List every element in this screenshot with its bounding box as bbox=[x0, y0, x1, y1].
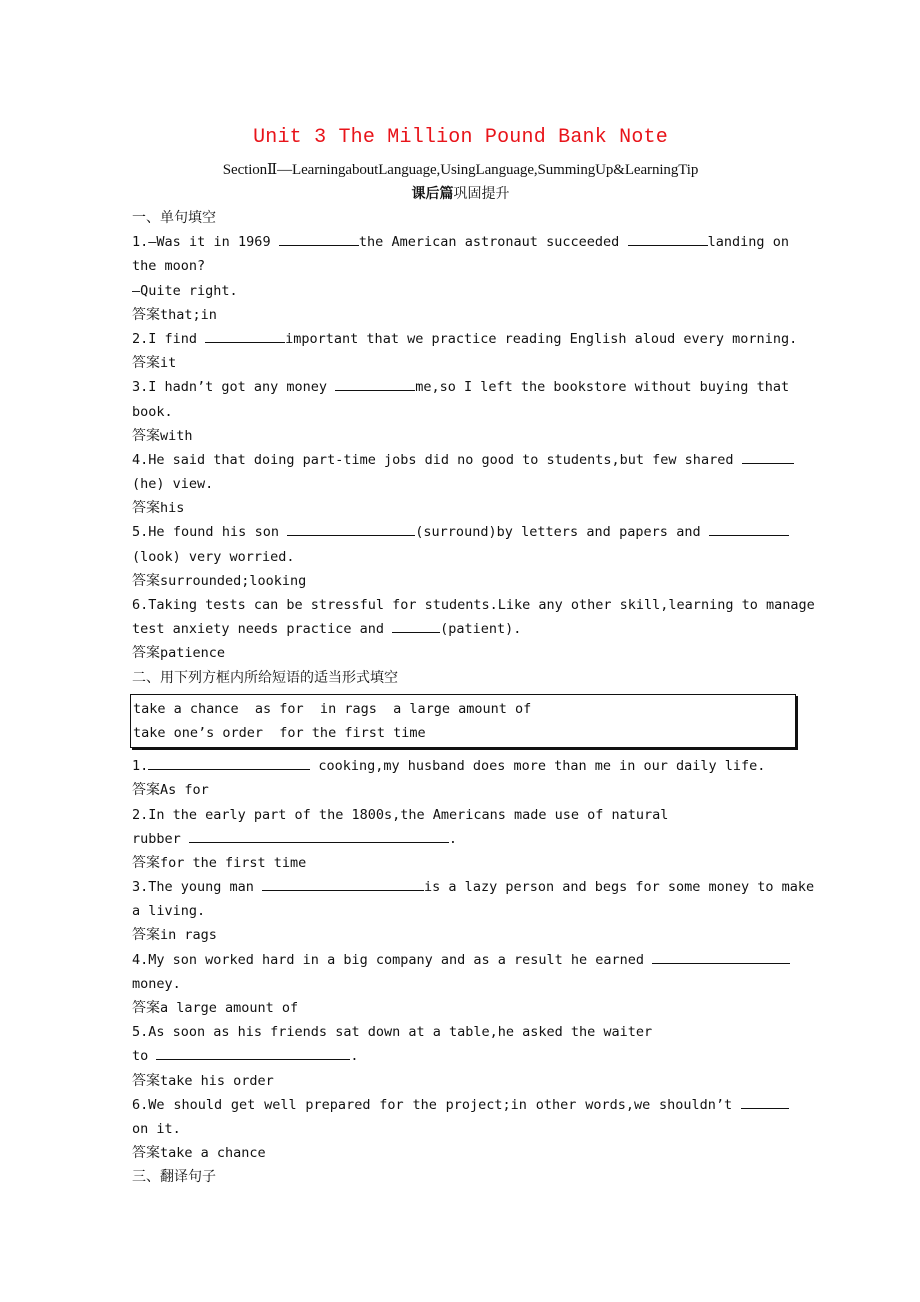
question-2-5 bbox=[132, 1020, 789, 1093]
answer-text: it bbox=[160, 355, 177, 372]
question-1-2 bbox=[132, 327, 798, 375]
question-2-2 bbox=[132, 803, 789, 876]
answer-line: 答案surrounded;looking bbox=[132, 572, 307, 589]
answer-line: 答案in rags bbox=[132, 927, 217, 944]
answer-blank bbox=[287, 521, 415, 536]
answer-line: 答案for the first time bbox=[132, 854, 307, 871]
answer-line: 答案his bbox=[132, 500, 185, 517]
question-line: on it. bbox=[132, 1120, 181, 1137]
question-line: 4.My son worked hard in a big company and as a result he earned bbox=[132, 948, 789, 972]
answer-blank bbox=[628, 231, 708, 246]
answer-text: patience bbox=[160, 645, 226, 662]
answer-blank bbox=[148, 755, 310, 770]
answer-text: take a chance bbox=[160, 1145, 266, 1162]
question-line: 5.As soon as his friends sat down at a table,he asked the waiter bbox=[132, 1024, 653, 1041]
question-line: book. bbox=[132, 403, 173, 420]
question-line: to . bbox=[132, 1044, 789, 1068]
answer-text: As for bbox=[160, 782, 209, 799]
question-2-3 bbox=[132, 875, 815, 948]
subheading-bold: 课后篇 bbox=[411, 186, 454, 202]
question-line: a living. bbox=[132, 903, 206, 920]
answer-line: 答案it bbox=[132, 355, 177, 372]
answer-line: 答案that;in bbox=[132, 306, 217, 323]
question-1-1 bbox=[132, 230, 789, 327]
question-2-4 bbox=[132, 948, 789, 1021]
phrase-box-line: take one’s order for the first time bbox=[133, 724, 426, 741]
answer-line: 答案take a chance bbox=[132, 1145, 266, 1162]
answer-line: 答案a large amount of bbox=[132, 1000, 299, 1016]
section3-heading: 三、翻译句子 bbox=[132, 1169, 216, 1186]
question-line: 1.—Was it in 1969 the American astronaut succeeded landing on bbox=[132, 230, 789, 254]
subheading bbox=[132, 182, 789, 206]
answer-line: 答案patience bbox=[132, 645, 226, 662]
answer-text: a large amount of bbox=[160, 1000, 299, 1016]
answer-blank bbox=[156, 1045, 350, 1060]
answer-line: 答案with bbox=[132, 427, 193, 444]
answer-text: his bbox=[160, 500, 185, 517]
document-content bbox=[132, 124, 815, 1190]
answer-line: 答案take his order bbox=[132, 1072, 274, 1089]
question-line: 6.Taking tests can be stressful for students.Like any other skill,learning to manage bbox=[132, 597, 815, 613]
question-line: 1. cooking,my husband does more than me in our daily life. bbox=[132, 754, 789, 778]
question-line: (he) view. bbox=[132, 476, 214, 493]
answer-text: with bbox=[160, 427, 193, 444]
answer-line: 答案As for bbox=[132, 782, 209, 799]
phrase-box bbox=[130, 694, 796, 748]
page-title: Unit 3 The Million Pound Bank Note bbox=[253, 126, 668, 149]
question-line: 2.I find important that we practice reading English aloud every morning. bbox=[132, 327, 789, 351]
question-line: the moon? bbox=[132, 258, 206, 275]
answer-text: for the first time bbox=[160, 854, 307, 871]
question-1-5 bbox=[132, 520, 789, 593]
answer-blank bbox=[652, 949, 790, 964]
answer-blank bbox=[742, 449, 794, 464]
question-2-6 bbox=[132, 1093, 789, 1166]
section1-heading: 一、单句填空 bbox=[132, 210, 216, 226]
answer-text: in rags bbox=[160, 927, 217, 944]
answer-text: take his order bbox=[160, 1072, 274, 1089]
question-line: money. bbox=[132, 975, 181, 992]
section2-heading: 二、用下列方框内所给短语的适当形式填空 bbox=[132, 669, 398, 686]
answer-blank bbox=[392, 618, 440, 633]
answer-blank bbox=[262, 876, 424, 891]
question-1-6 bbox=[132, 593, 815, 666]
question-line: 5.He found his son (surround)by letters and papers and bbox=[132, 520, 789, 544]
question-line: test anxiety needs practice and (patient). bbox=[132, 617, 789, 641]
question-line: 6.We should get well prepared for the project;in other words,we shouldn’t bbox=[132, 1093, 789, 1117]
answer-text: that;in bbox=[160, 306, 217, 323]
answer-blank bbox=[335, 376, 415, 391]
question-line: 2.In the early part of the 1800s,the Americans made use of natural bbox=[132, 806, 669, 823]
question-line: 4.He said that doing part-time jobs did no good to students,but few shared bbox=[132, 448, 789, 472]
question-line: —Quite right. bbox=[132, 282, 238, 299]
phrase-box-line: take a chance as for in rags a large amount of bbox=[133, 700, 532, 717]
section-subtitle: SectionⅡ—LearningaboutLanguage,UsingLanguage,SummingUp&LearningTip bbox=[222, 162, 699, 178]
question-2-1 bbox=[132, 754, 789, 802]
subheading-normal: 巩固提升 bbox=[453, 186, 510, 202]
question-1-3 bbox=[132, 375, 789, 448]
answer-blank bbox=[189, 828, 449, 843]
answer-blank bbox=[709, 521, 789, 536]
question-line: rubber . bbox=[132, 827, 789, 851]
question-line: (look) very worried. bbox=[132, 548, 295, 565]
question-1-4 bbox=[132, 448, 789, 521]
answer-blank bbox=[279, 231, 359, 246]
answer-blank bbox=[205, 328, 285, 343]
answer-text: surrounded;looking bbox=[160, 572, 307, 589]
answer-blank bbox=[741, 1094, 789, 1109]
question-line: 3.The young man is a lazy person and begs for some money to make bbox=[132, 875, 789, 899]
question-line: 3.I hadn’t got any money me,so I left the bookstore without buying that bbox=[132, 375, 789, 399]
